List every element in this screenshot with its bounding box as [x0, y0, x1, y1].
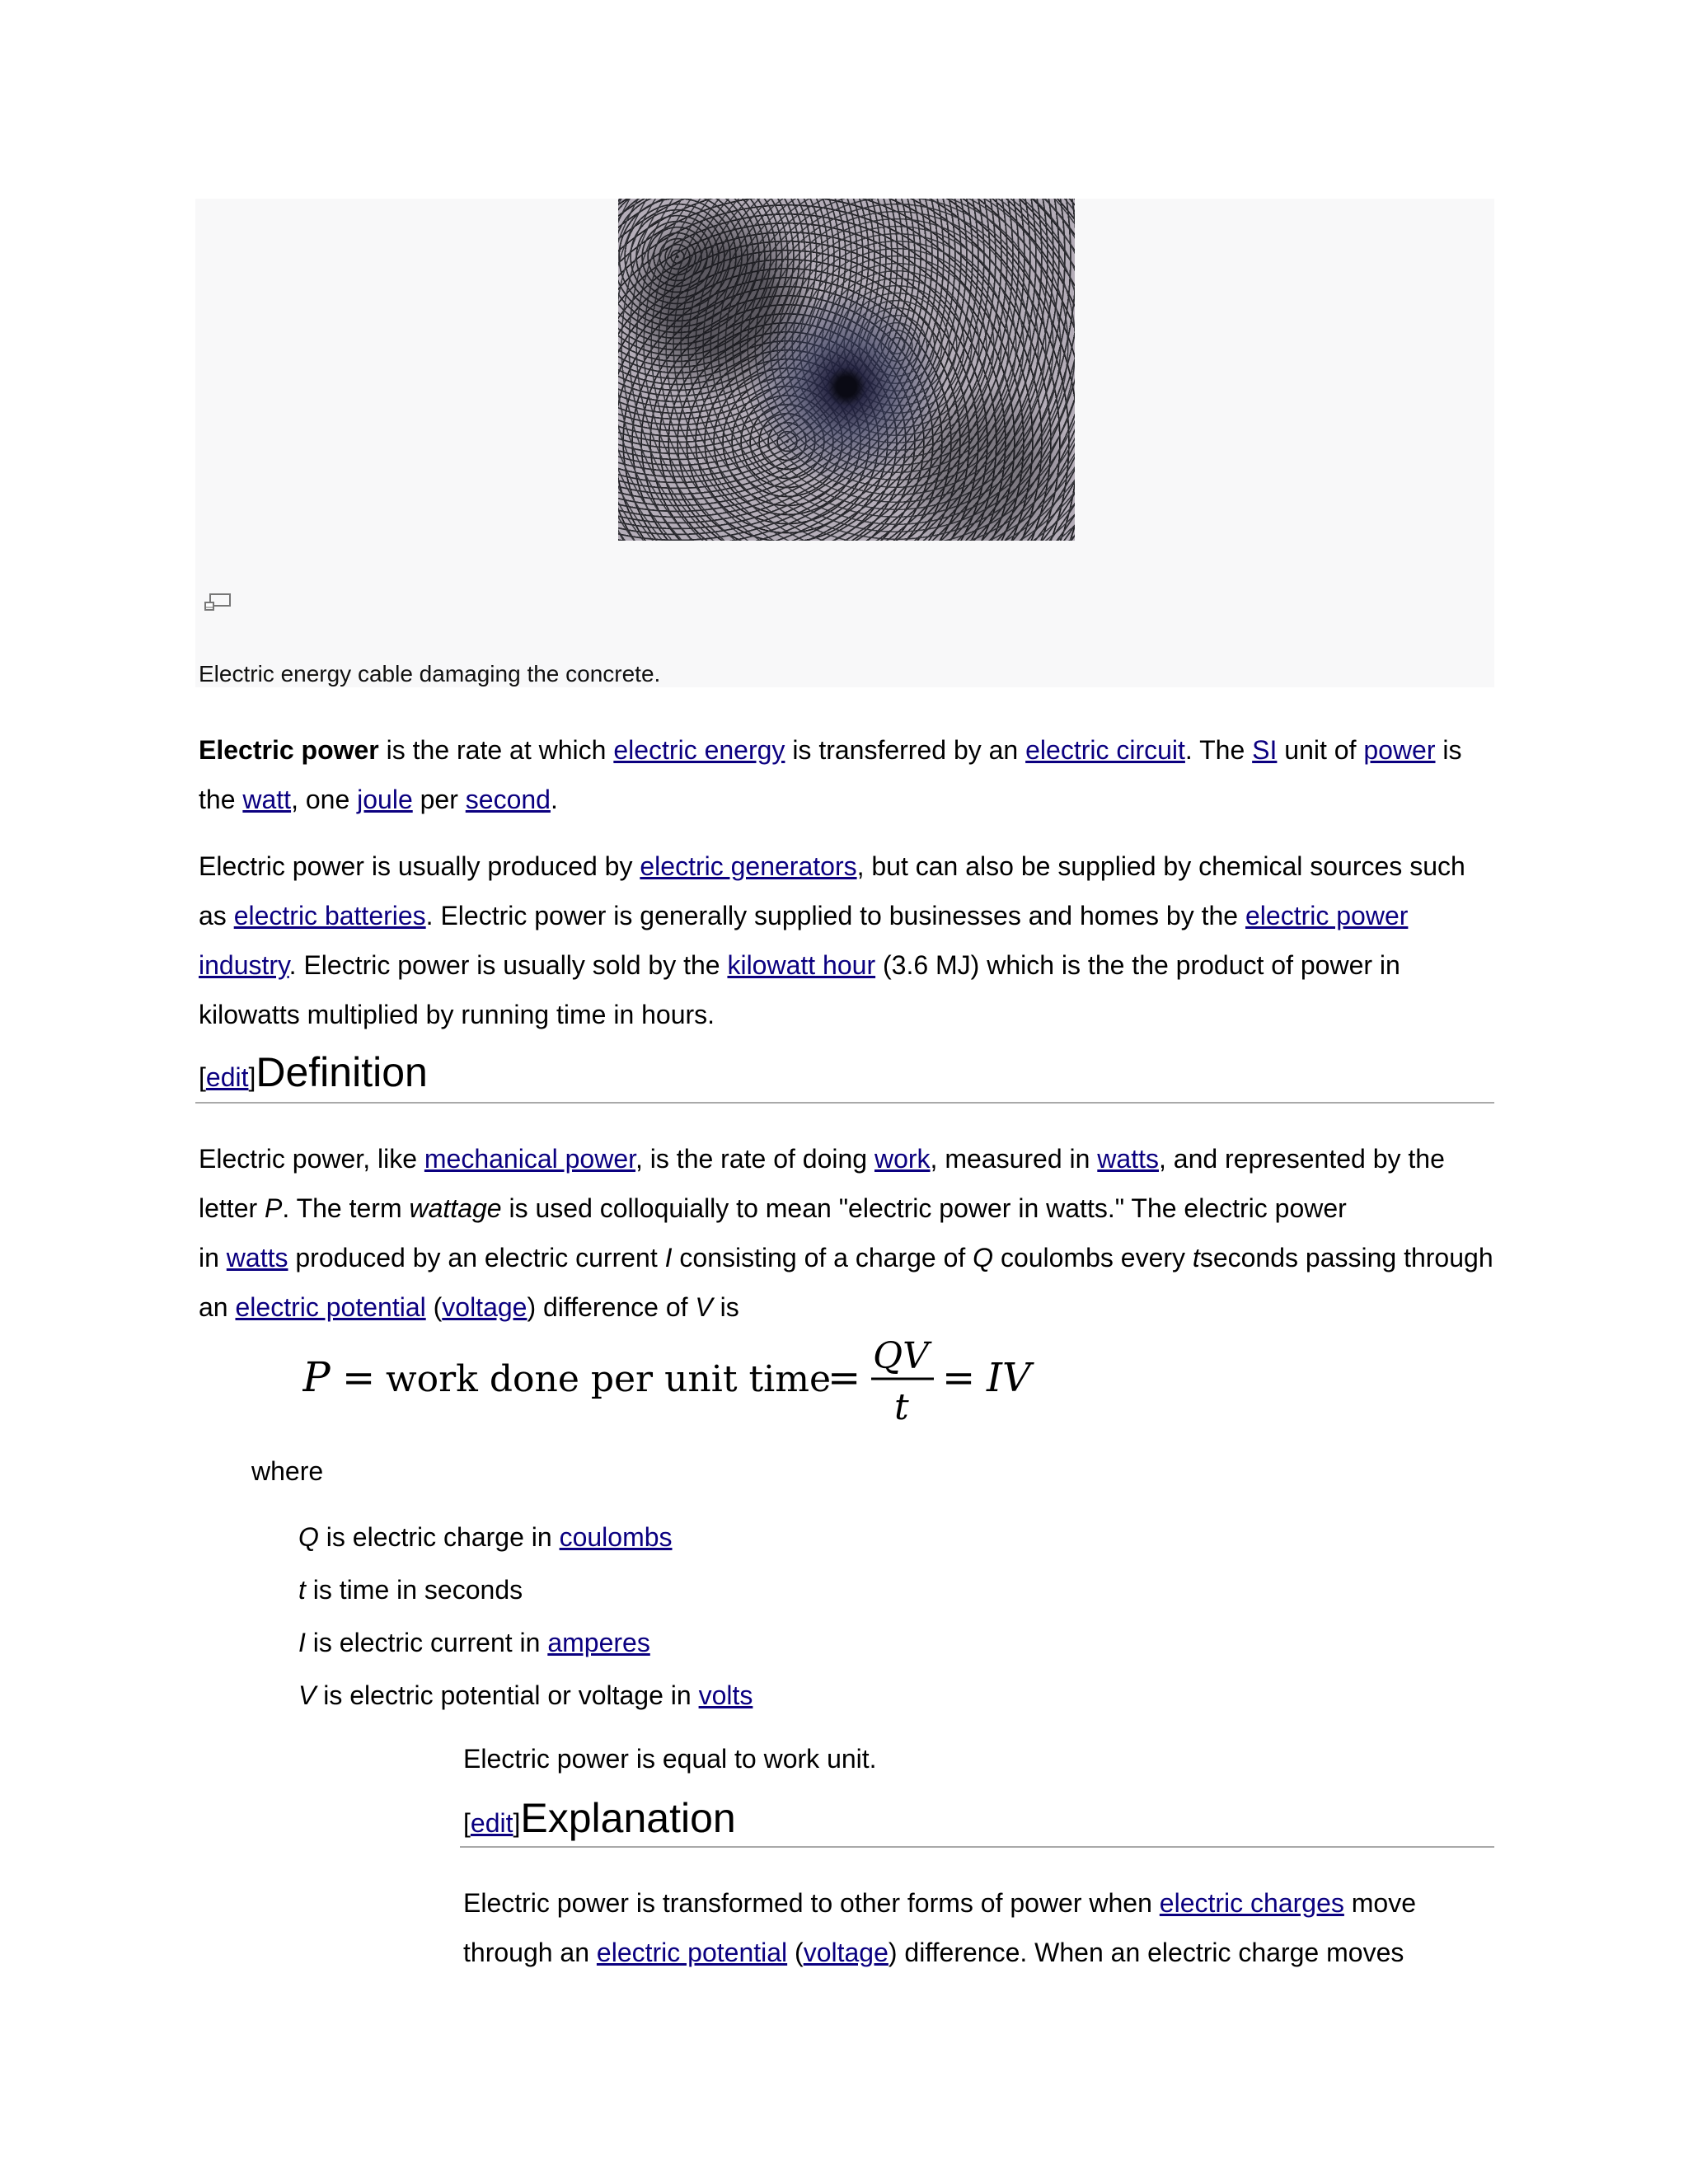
- link-electric-generators[interactable]: electric generators: [640, 851, 857, 881]
- link-joule[interactable]: joule: [357, 785, 413, 814]
- text: is electric charge in: [318, 1522, 560, 1552]
- link-second[interactable]: second: [465, 785, 551, 814]
- link-electric-energy[interactable]: electric energy: [613, 735, 785, 765]
- var: I: [298, 1628, 306, 1657]
- text: move: [1343, 1888, 1417, 1918]
- var: t: [298, 1575, 306, 1605]
- link-kilowatt-hour[interactable]: kilowatt hour: [727, 950, 876, 980]
- link-electric-potential-2[interactable]: electric potential: [596, 1938, 788, 1967]
- text: Electric power is usually produced by: [199, 851, 640, 881]
- text: is time in seconds: [305, 1575, 523, 1605]
- para2-line-1: [199, 850, 1465, 883]
- term-bold: Electric power: [199, 735, 379, 765]
- var-t: t: [1192, 1243, 1200, 1272]
- text: . The term: [282, 1193, 410, 1223]
- power-formula: [302, 1327, 1061, 1434]
- text: , measured in: [930, 1144, 1098, 1174]
- text: , and represented by the: [1158, 1144, 1445, 1174]
- var: V: [298, 1680, 316, 1710]
- text: is transferred by an: [785, 735, 1026, 765]
- edit-link-explanation[interactable]: edit: [470, 1808, 513, 1838]
- where-item: [298, 1573, 523, 1606]
- where-label: where: [251, 1456, 324, 1486]
- link-volts[interactable]: volts: [698, 1680, 753, 1710]
- text: the: [199, 785, 243, 814]
- link-watt[interactable]: watt: [242, 785, 292, 814]
- link-watts[interactable]: watts: [1097, 1144, 1159, 1174]
- text: produced by an electric current: [288, 1243, 665, 1272]
- intro-line-2: [199, 783, 558, 816]
- text: ) difference. When an electric charge moves: [888, 1938, 1404, 1967]
- text: , but can also be supplied by chemical sources such: [856, 851, 1465, 881]
- heading-title: Definition: [256, 1049, 428, 1095]
- link-electric-charges[interactable]: electric charges: [1159, 1888, 1344, 1918]
- section-heading-explanation: [463, 1794, 736, 1842]
- where-item: [298, 1679, 753, 1712]
- term-wattage: wattage: [409, 1193, 502, 1223]
- link-coulombs[interactable]: coulombs: [559, 1522, 673, 1552]
- para2-line-4: [199, 998, 715, 1031]
- text: , is the rate of doing: [635, 1144, 874, 1174]
- text: Electric power is transformed to other forms of power when: [463, 1888, 1160, 1918]
- where-item: [298, 1521, 673, 1554]
- text: is electric potential or voltage in: [316, 1680, 699, 1710]
- link-electric-circuit[interactable]: electric circuit: [1025, 735, 1185, 765]
- formula-equals: =: [342, 1355, 376, 1401]
- formula-lhs: P: [302, 1353, 331, 1401]
- text: is: [712, 1292, 739, 1322]
- text: is used colloquially to mean "electric power in watts." The electric power: [501, 1193, 1347, 1223]
- text: unit of: [1277, 735, 1364, 765]
- text: an: [199, 1292, 236, 1322]
- para3-line-3: [199, 1241, 1493, 1274]
- link-work[interactable]: work: [874, 1144, 931, 1174]
- formula-rhs: IV: [987, 1355, 1031, 1401]
- edit-bracket: [: [199, 1062, 206, 1092]
- var: Q: [298, 1522, 319, 1552]
- heading-title: Explanation: [520, 1795, 736, 1841]
- explanation-line-1: [463, 1886, 1416, 1919]
- formula-equals: =: [828, 1355, 861, 1401]
- link-electric-potential[interactable]: electric potential: [235, 1292, 426, 1322]
- link-power[interactable]: power: [1363, 735, 1436, 765]
- link-electric-power-industry-2[interactable]: industry: [199, 950, 289, 980]
- text: as: [199, 901, 234, 930]
- var-q: Q: [973, 1243, 994, 1272]
- text: per: [412, 785, 466, 814]
- where-item: [298, 1626, 650, 1659]
- formula-text: work done per unit time: [386, 1358, 832, 1400]
- text: , one: [291, 785, 358, 814]
- image-caption: Electric energy cable damaging the concrete.: [199, 661, 661, 687]
- text: . The: [1184, 735, 1253, 765]
- var-v: V: [695, 1292, 713, 1322]
- link-si[interactable]: SI: [1252, 735, 1278, 765]
- formula-equals: =: [942, 1355, 976, 1401]
- text: is electric current in: [305, 1628, 548, 1657]
- edit-bracket: [: [463, 1808, 471, 1838]
- link-amperes[interactable]: amperes: [547, 1628, 650, 1657]
- explanation-line-2: [463, 1936, 1404, 1969]
- link-electric-power-industry[interactable]: electric power: [1245, 901, 1409, 930]
- edit-bracket: ]: [248, 1062, 256, 1092]
- text: (: [425, 1292, 443, 1322]
- link-electric-batteries[interactable]: electric batteries: [233, 901, 426, 930]
- heading-rule: [460, 1846, 1494, 1848]
- text: seconds passing through: [1199, 1243, 1493, 1272]
- text: consisting of a charge of: [672, 1243, 973, 1272]
- text: (3.6 MJ) which is the the product of power in: [875, 950, 1400, 980]
- section-heading-definition: [199, 1048, 428, 1096]
- heading-rule: [195, 1102, 1494, 1104]
- text: Electric power, like: [199, 1144, 424, 1174]
- text: . Electric power is generally supplied to businesses and homes by the: [425, 901, 1245, 930]
- text: through an: [463, 1938, 597, 1967]
- note-text: Electric power is equal to work unit.: [463, 1744, 877, 1774]
- edit-link-definition[interactable]: edit: [205, 1062, 249, 1092]
- text: in: [199, 1243, 227, 1272]
- text: . Electric power is usually sold by the: [288, 950, 728, 980]
- text: ) difference of: [527, 1292, 696, 1322]
- text: (: [787, 1938, 804, 1967]
- formula-numerator: QV: [873, 1335, 929, 1377]
- text: .: [550, 785, 558, 814]
- para3-line-1: [199, 1142, 1445, 1175]
- intro-line-1: [199, 733, 1462, 766]
- para3-line-4: [199, 1291, 739, 1324]
- link-mechanical-power[interactable]: mechanical power: [424, 1144, 636, 1174]
- text: kilowatts multiplied by running time in hours.: [199, 1000, 715, 1029]
- para2-line-3: [199, 949, 1400, 982]
- edit-bracket: ]: [513, 1808, 521, 1838]
- link-watts-2[interactable]: watts: [226, 1243, 288, 1272]
- para3-line-2: [199, 1192, 1347, 1225]
- text: is: [1435, 735, 1462, 765]
- formula-denominator: t: [894, 1386, 909, 1428]
- concrete-damage-photo[interactable]: [618, 199, 1075, 541]
- var-p: P: [265, 1193, 283, 1223]
- para2-line-2: [199, 899, 1408, 932]
- text: coulombs every: [993, 1243, 1193, 1272]
- text: letter: [199, 1193, 265, 1223]
- link-voltage[interactable]: voltage: [442, 1292, 528, 1322]
- link-voltage-2[interactable]: voltage: [803, 1938, 889, 1967]
- text: is the rate at which: [378, 735, 614, 765]
- var-i: I: [664, 1243, 673, 1272]
- enlarge-icon[interactable]: [204, 592, 232, 615]
